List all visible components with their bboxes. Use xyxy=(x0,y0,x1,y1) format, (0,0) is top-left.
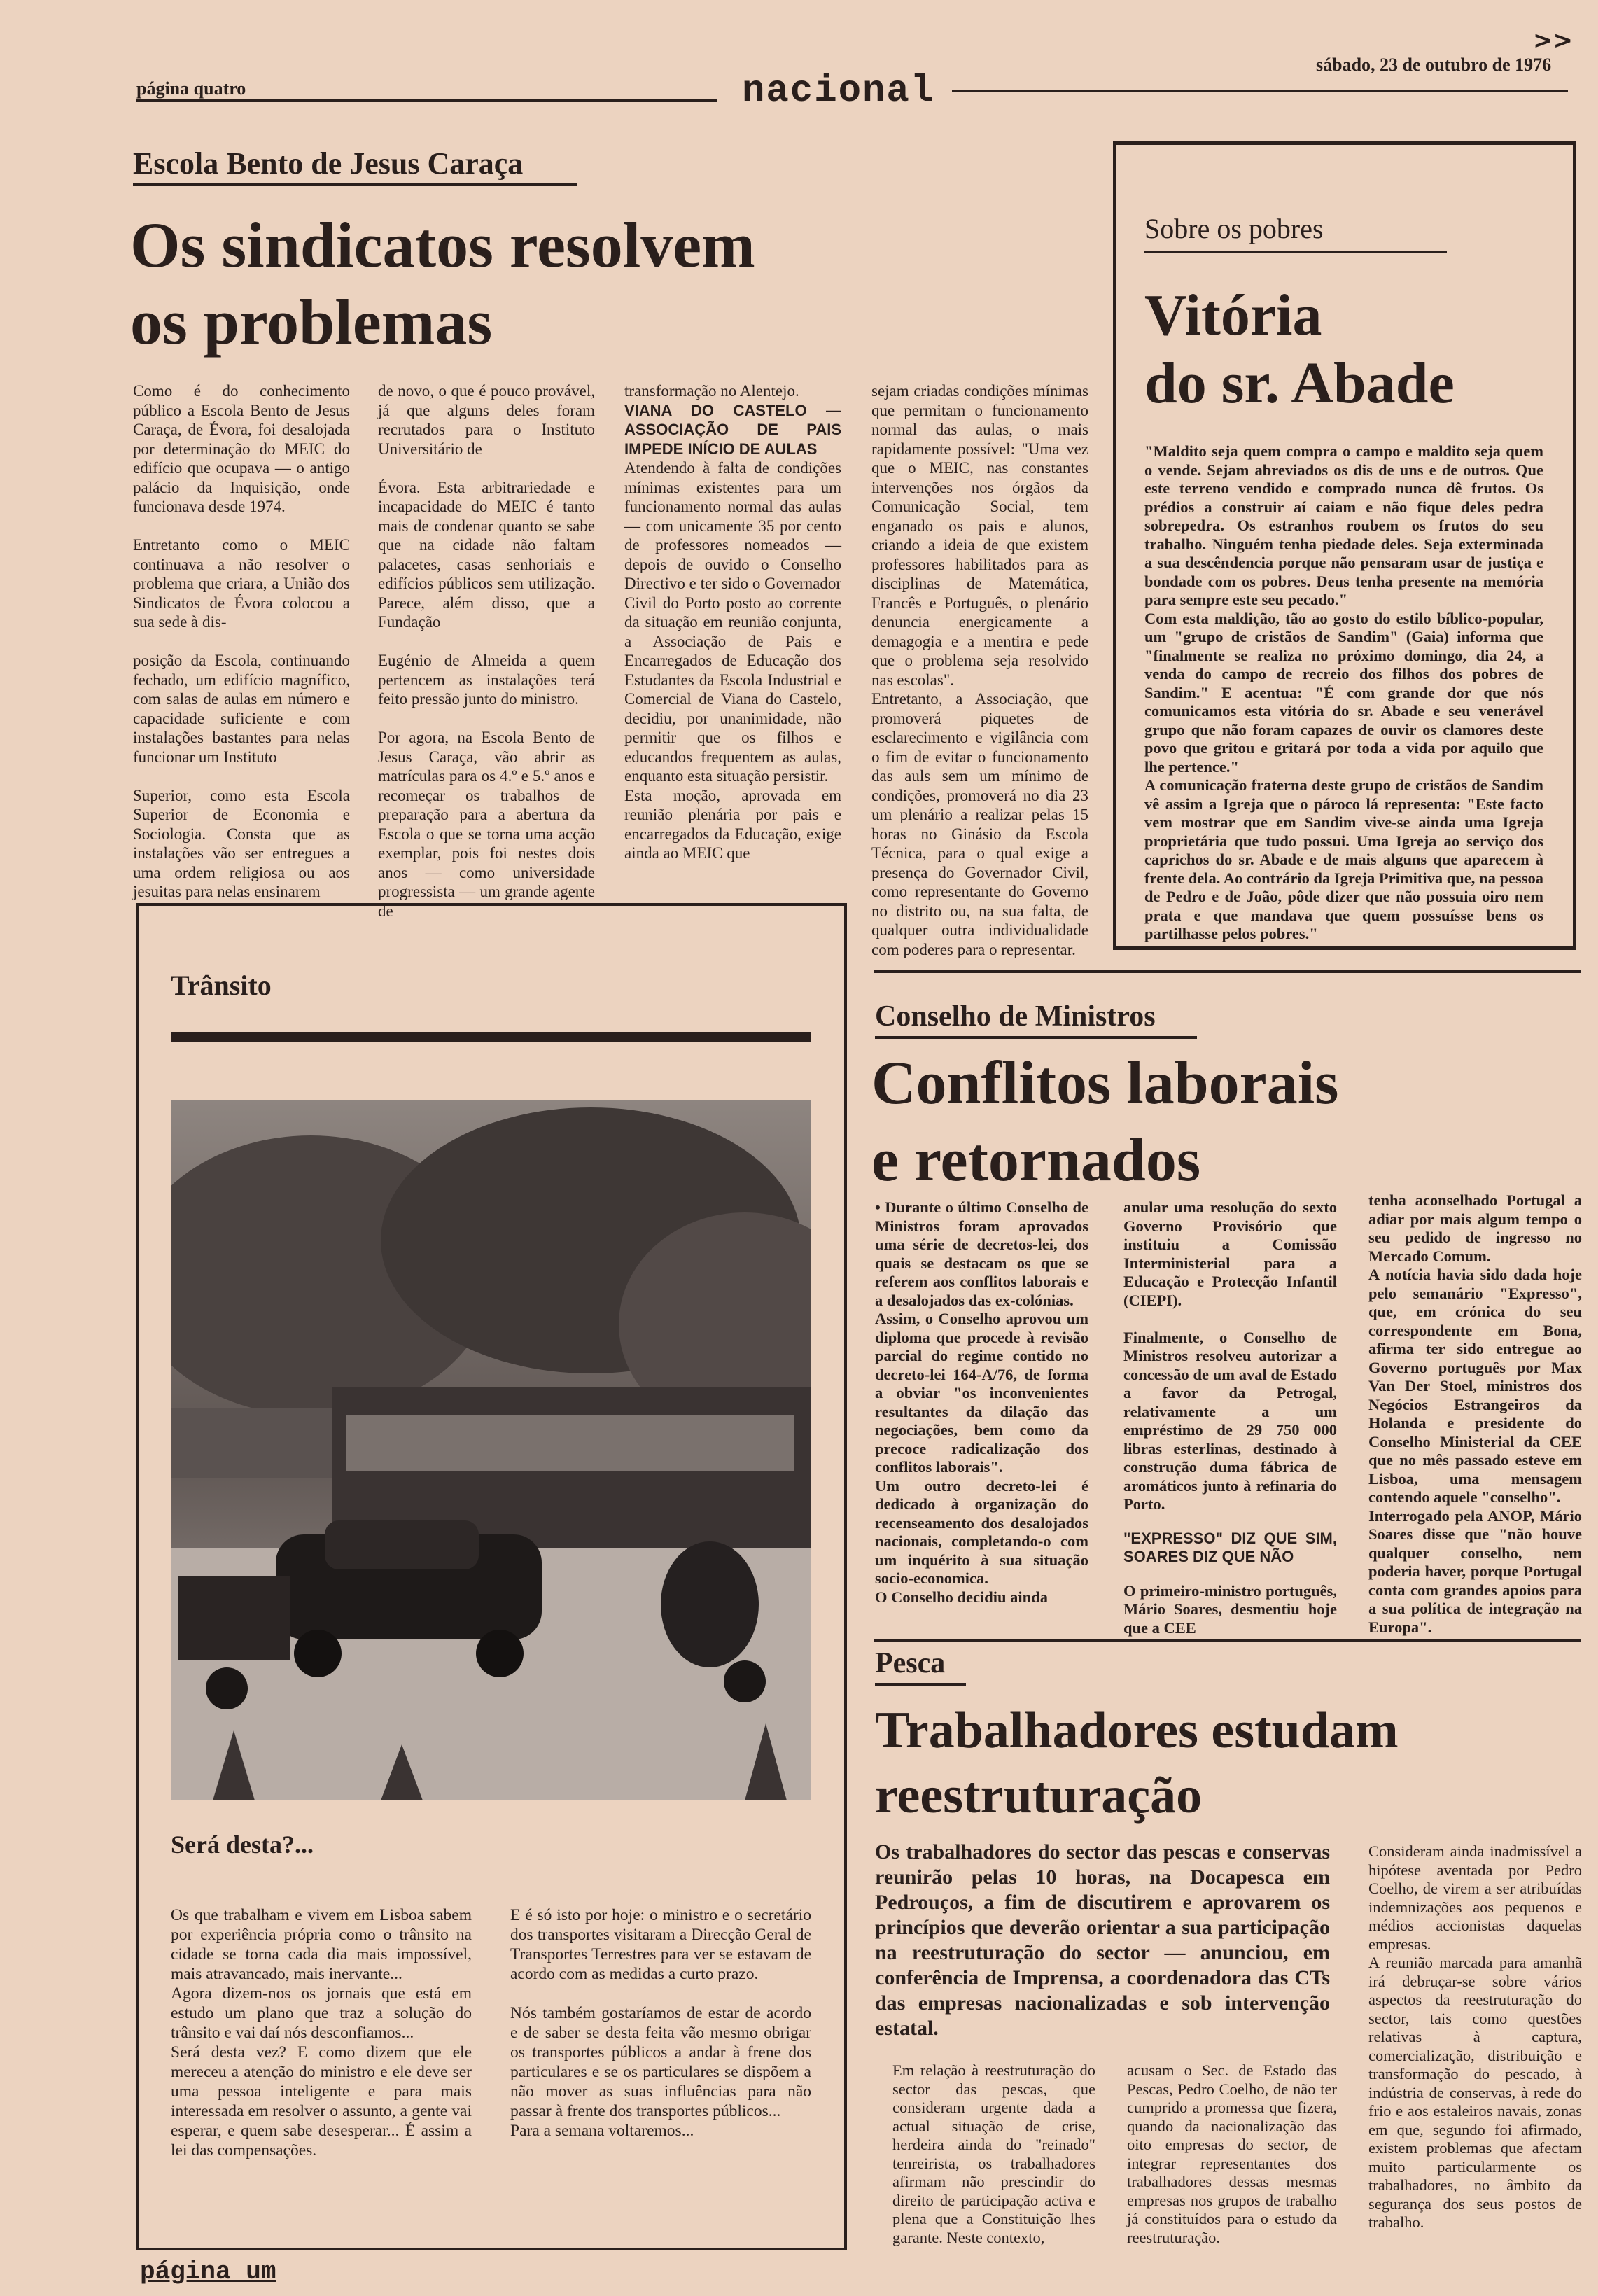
escola-col3-text-a: transformação no Alentejo. xyxy=(624,382,799,400)
escola-kicker-rule xyxy=(133,183,577,186)
conselho-kicker: Conselho de Ministros xyxy=(875,1000,1156,1032)
transito-box xyxy=(136,903,847,2250)
conselho-col2-text-b: O primeiro-ministro português, Mário Soares, desmentiu hoje que a CEE xyxy=(1123,1581,1337,1637)
corner-mark: >> xyxy=(1533,27,1573,55)
escola-column-1: Como é do conhecimento público a Escola Bento de Jesus Caraça, de Évora, foi desalojada por determinação do MEIC do edifício que ocupava — o antigo palácio da Inquisição, onde funcionava desde 1974. Entretanto como o MEIC continuava a não resolver o problema que criara, a União dos Sindicatos de Évora colocou a sua sede à dis- posição da Escola, continuando fechado, um edifício magnífico, com salas de aulas em número e capacidade suficiente e com instalações bastantes para nelas funcionar um Instituto Superior, como esta Escola Superior de Economia e Sociologia. Consta que as instalações vão ser entregues a uma ordem religiosa ou aos jesuitas para nelas ensinarem xyxy=(133,382,350,900)
header-rule-left xyxy=(136,99,717,102)
transito-kicker: Trânsito xyxy=(171,969,272,1001)
issue-date: sábado, 23 de outubro de 1976 xyxy=(1316,55,1552,75)
conselho-column-2 xyxy=(1123,1198,1337,1637)
escola-column-2: de novo, o que é pouco provável, já que alguns deles foram recrutados para o Instituto Universitário de Évora. Esta arbitrariedade e incapacidade do MEIC é tanto mais de condenar quanto se sabe que na cidade não faltam palacetes, casas senhoriais e edifícios públicos sem utilização. Parece, além disso, que a Fundação Eugénio de Almeida a quem pertencem as instalações terá feito pressão junto do ministro. Por agora, na Escola Bento de Jesus Caraça, vão abrir as matrículas para os 4.º e 5.º anos e recomeçar os trabalhos de preparação para a abertura da Escola o que se torna uma acção exemplar, pois foi nestes dois anos — como universidade progressista — um grande agente de xyxy=(378,382,595,920)
escola-headline-1: Os sindicatos resolvem xyxy=(130,209,755,281)
pobres-box xyxy=(1113,141,1576,950)
right-column-divider xyxy=(874,969,1581,973)
transito-subhead: Será desta?... xyxy=(171,1830,314,1858)
page-label-bottom: página um xyxy=(140,2258,276,2286)
conselho-column-3: tenha aconselhado Portugal a adiar por mais algum tempo o seu pedido de ingresso no Mercado Comum. A notícia havia sido dada hoje pelo semanário "Expresso", que, em crónica do seu correspondente em Bona, afirma ter sido entregue ao Governo português por Max Van Der Stoel, ministros dos Negócios Estrangeiros da Holanda e presidente do Conselho Ministerial da CEE que no mês passado esteve em Lisboa, uma mensagem contendo aquele "conselho". Interrogado pela ANOP, Mário Soares disse que "não houve qualquer conselho, nem poderia haver, porque Portugal conta com grandes apoios para a sua política de integração na Europa". xyxy=(1368,1191,1582,1636)
pobres-headline-1: Vitória xyxy=(1144,283,1322,348)
page-label-top: página quatro xyxy=(136,78,246,99)
conselho-column-1: • Durante o último Conselho de Ministros foram aprovados uma série de decretos-lei, dos quais se destacam os que se referem aos conflitos laborais e a desalojados das ex-colónias. Assim, o Conselho aprovou um diploma que procede à revisão parcial do regime contido no decreto-lei 164-A/76, de forma a obviar "os inconvenientes resultantes da dilação das negociações, bem como da precoce radicalização dos conflitos laborais". Um outro decreto-lei é dedicado à organização do recenseamento dos desalojados nacionais, completando-o com um inquérito à sua situação socio-economica. O Conselho decidiu ainda xyxy=(875,1198,1088,1606)
pesca-headline-2: reestruturação xyxy=(875,1767,1203,1824)
pobres-kicker: Sobre os pobres xyxy=(1144,213,1324,244)
pobres-headline-2: do sr. Abade xyxy=(1144,351,1455,416)
pesca-column-2: acusam o Sec. de Estado das Pescas, Pedro Coelho, de não ter cumprido a promessa que fizera, quando da nacionalização das oito empresas do sector, de integrar representantes dos trabalhadores dessas mesmas empresas nos grupos de trabalho já constituídos para o estudo da reestruturação. xyxy=(1127,2062,1337,2246)
header-rule-right xyxy=(952,90,1568,92)
transito-column-2: E é só isto por hoje: o ministro e o secretário dos transportes visitaram a Direcção Geral de Transportes Terrestres para ver se estavam de acordo com as medidas a curto prazo. Nós também gostaríamos de estar de acordo e de saber se desta feita vão mesmo obrigar os transportes públicos a andar à frene dos particulares e se os particulares se dispõem a não mover as suas influências para não passar à frente dos transportes públicos... Para a semana voltaremos... xyxy=(510,1906,811,2140)
pesca-kicker: Pesca xyxy=(875,1647,946,1679)
traffic-photo-image xyxy=(171,1100,811,1800)
transito-column-1: Os que trabalham e vivem em Lisboa sabem por experiência própria como o trânsito na cidade se torna cada dia mais impossível, mais atravancado, mais inervante... Agora dizem-nos os jornais que está em estudo um plano que traz a solução do trânsito e vai daí nós desconfiamos... Será desta vez? E como dizem que ele mereceu a atenção do ministro e ele deve ser uma pessoa inteligente e para mais interessada em resolver o assunto, a gente vai esperar, e quem sabe desesperar... É assim a lei das compensações. xyxy=(171,1906,472,2160)
escola-column-3 xyxy=(624,382,841,863)
conselho-col2-subhead: "EXPRESSO" DIZ QUE SIM, SOARES DIZ QUE NÃO xyxy=(1123,1529,1337,1565)
pesca-kicker-rule xyxy=(875,1683,966,1686)
pesca-headline-1: Trabalhadores estudam xyxy=(875,1702,1399,1759)
escola-column-4: sejam criadas condições mínimas que permitam o funcionamento normal das aulas, o mais rapidamente possível: "Uma vez que o MEIC, nas constantes intervenções nos órgãos da Comunicação Social, tem enganado os pais e alunos, criando a ideia de que existem professores habilitados para as disciplinas de Matemática, Francês e Português, o plenário denuncia energicamente a demagogia e a mentira e pede que o problema seja resolvido nas escolas". Entretanto, a Associação, que promoverá piquetes de esclarecimento e vigilância com o fim de evitar o funcionamento das auls sem um mínimo de condições, promoverá no dia 23 um plenário a realizar pelas 15 horas no Ginásio da Escola Técnica, para o qual exige a presença do Governador Civil, como representante do Governo no distrito ou, na sua falta, de qualquer outra individualidade com poderes para o representar. xyxy=(871,382,1088,958)
pesca-column-1: Em relação à reestruturação do sector das pescas, que consideram urgente dada a actual situação de crise, herdeira ainda do "reinado" tenreirista, os trabalhadores afirmam não prescindir do direito de participação activa e plena que a Constituição lhes garante. Neste contexto, xyxy=(892,2062,1095,2246)
pesca-lead: Os trabalhadores do sector das pescas e conservas reunirão pelas 10 horas, na Docapesca em Pedrouços, a fim de discutirem e aprovarem os princípios que deverão orientar a sua participação na reestruturação do sector — anunciou, em conferência de Imprensa, a coordenadora das CTs das empresas nacionalizadas e sob intervenção estatal. xyxy=(875,1840,1330,2040)
traffic-photo xyxy=(171,1100,811,1800)
transito-rule xyxy=(171,1032,811,1042)
escola-col3-subhead: VIANA DO CASTELO — ASSOCIAÇÃO DE PAIS IMPEDE INÍCIO DE AULAS xyxy=(624,401,841,458)
section-masthead: nacional xyxy=(742,70,935,113)
pesca-column-3: Consideram ainda inadmissível a hipótese aventada por Pedro Coelho, de virem a ser atribuídas indemnizações aos pequenos e médios accionistas daquelas empresas. A reunião marcada para amanhã irá debruçar-se sobre vários aspectos da reestruturação do sector, tais como questões relativas à captura, comercialização, distribuição e transformação do pescado, à indústria de conservas, à rede do frio e aos estaleiros navais, zonas em que, segundo foi afirmado, existem problemas que afectam muito particularmente os trabalhadores, no âmbito da segurança dos seus postos de trabalho. xyxy=(1368,1842,1582,2231)
escola-col3-text-b: Atendendo à falta de condições mínimas existentes para um funcionamento normal das aulas — com unicamente 35 por cento de professores nomeados — depois de ouvido o Conselho Directivo e ter sido o Governador Civil do Porto posto ao corrente da situação em reunião conjunta, a Associação de Pais e Encarregados de Educação dos Estudantes da Escola Industrial e Comercial de Viana do Castelo, decidiu, por unanimidade, não permitir que os filhos e educandos frequentem as aulas, enquanto esta situação persistir. Esta moção, aprovada em reunião plenária por pais e encarregados da Educação, exige ainda ao MEIC que xyxy=(624,459,841,862)
escola-kicker: Escola Bento de Jesus Caraça xyxy=(133,146,524,181)
escola-headline-2: os problemas xyxy=(130,286,493,358)
conselho-bottom-rule xyxy=(874,1639,1581,1642)
conselho-headline-1: Conflitos laborais xyxy=(871,1049,1339,1117)
pobres-body: "Maldito seja quem compra o campo e maldito seja quem o vende. Sejam abreviados os dis de uns e de outros. Que este terreno vendido e comprado nunca dê frutos. Os prédios a construir aí caiam e não fique deles pedra sobrepedra. Os estranhos roubem os frutos do seu trabalho. Ninguém tenha piedade deles. Seja exterminada a sua descêndencia porque não pensaram usar de justiça e bondade com os pobres. Deus tenha presente na memória para sempre este seu pecado." Com esta maldição, tão ao gosto do estilo bíblico-popular, um "grupo de cristãos de Sandim" (Gaia) informa que "finalmente se realiza no próximo domingo, dia 24, a venda do campo de recreio dos filhos dos pobres de Sandim." E acentua: "É com grande dor que nós comunicamos esta vitória do sr. Abade e seu venerável grupo que não foram capazes de ouvir os clamores deste povo que gritou e gritará por toda a vida por aquilo que lhe pertence." A comunicação fraterna deste grupo de cristãos de Sandim vê assim a Igreja que o pároco lá representa: "Este facto vem mostrar que em Sandim vive-se ainda uma Igreja proprietária que tudo possui. Uma Igreja ao serviço dos caprichos do sr. Abade e de mais alguns que aparecem à frente dela. Ao contrário da Igreja Primitiva que, na pessoa de Pedro e de João, pôde dizer que não possuia oiro nem prata e que mandava que quem possuísse bens os partilhasse pelos pobres." xyxy=(1144,442,1543,942)
conselho-col2-text-a: anular uma resolução do sexto Governo Provisório que instituiu a Comissão Interministerial para a Educação e Protecção Infantil (CIEPI). Finalmente, o Conselho de Ministros resolveu autorizar a concessão de um aval de Estado a favor da Petrogal, relativamente a um empréstimo de 29 750 000 libras esterlinas, destinado à construção duma fábrica de aromáticos junto à refinaria do Porto. xyxy=(1123,1198,1337,1513)
pobres-kicker-rule xyxy=(1144,251,1447,253)
conselho-kicker-rule xyxy=(875,1036,1197,1039)
conselho-headline-2: e retornados xyxy=(871,1126,1201,1194)
